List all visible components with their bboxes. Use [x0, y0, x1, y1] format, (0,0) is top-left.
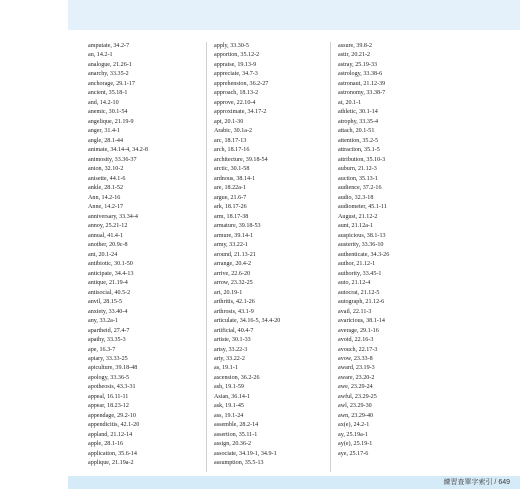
index-entry: antique, 21.19-4: [88, 280, 128, 287]
index-entry: approach, 18.13-2: [214, 90, 259, 97]
index-entry: argue, 21.6-7: [214, 194, 247, 201]
index-entry: ay(e), 25.19-1: [338, 441, 373, 448]
column-divider: [330, 42, 331, 472]
index-entry: anticipate, 34.4-13: [88, 270, 134, 277]
index-entry: ark, 18.17-26: [214, 204, 247, 211]
index-entry: avail, 22.11-3: [338, 308, 372, 315]
index-entry: approximate, 34.17-2: [214, 109, 267, 116]
index-entry: arrange, 20.4-2: [214, 261, 252, 268]
index-entry: anniversary, 33.34-4: [88, 213, 138, 220]
index-entry: authority, 33.45-1: [338, 270, 382, 277]
column-divider: [206, 42, 207, 472]
index-entry: apt, 20.1-30: [214, 118, 244, 125]
index-entry: aware, 23.20-2: [338, 374, 375, 381]
index-entry: anemic, 30.1-54: [88, 109, 128, 116]
index-entry: auspicious, 38.1-13: [338, 232, 386, 239]
index-entry: arc, 18.17-13: [214, 137, 247, 144]
index-entry: Anne, 14.2-17: [88, 204, 124, 211]
index-entry: ardnous, 38.14-1: [214, 175, 256, 182]
index-entry: assertion, 35.11-1: [214, 431, 258, 438]
index-entry: around, 21.13-21: [214, 251, 256, 258]
index-entry: animate, 34.14-4, 34.2-8: [88, 147, 148, 154]
index-entry: artiste, 30.1-33: [214, 337, 251, 344]
index-entry: appreciate, 34.7-3: [214, 71, 258, 78]
index-entry: awful, 23.29-25: [338, 393, 377, 400]
index-entry: amputate, 34.2-7: [88, 43, 130, 49]
index-entry: ant, 20.1-24: [88, 251, 118, 258]
index-entry: astray, 25.19-33: [338, 61, 378, 68]
index-entry: anion, 32.10-2: [88, 166, 124, 173]
index-entry: attach, 20.1-51: [338, 128, 375, 135]
index-entry: aunt, 21.12a-1: [338, 223, 374, 230]
index-entry: apotheosis, 43.3-31: [88, 384, 136, 391]
index-entry: annoy, 25.21-12: [88, 223, 128, 230]
index-entry: astronomy, 33.38-7: [338, 90, 386, 97]
index-entry: Asian, 36.14-1: [214, 393, 251, 400]
index-entry: audience, 37.2-16: [338, 185, 382, 192]
index-entry: anchorage, 29.1-17: [88, 80, 135, 87]
index-entry: astronaut, 21.12-39: [338, 80, 386, 87]
index-entry: arrive, 22.6-20: [214, 270, 251, 277]
index-entry: awl, 23.29-30: [338, 403, 372, 410]
index-entry: annual, 41.4-1: [88, 232, 124, 239]
index-entry: anisette, 44.1-6: [88, 175, 126, 182]
index-entry: aye, 25.17-6: [338, 450, 369, 457]
index-page: [88, 42, 444, 472]
index-entry: art, 20.19-1: [214, 289, 243, 296]
index-entry: atrophy, 33.35-4: [338, 118, 379, 125]
index-entry: apportion, 35.12-2: [214, 52, 260, 59]
index-entry: arrow, 23.32-25: [214, 280, 253, 287]
index-entry: Arabic, 30.1a-2: [214, 128, 253, 135]
index-entry: attraction, 35.1-5: [338, 147, 380, 154]
index-entry: average, 29.1-16: [338, 327, 379, 334]
index-entry: apiculture, 39.18-48: [88, 365, 138, 372]
index-entry: army, 33.22-1: [214, 242, 248, 249]
index-entry: any, 33.2a-1: [88, 318, 118, 325]
index-entry: Ann, 14.2-16: [88, 194, 121, 201]
index-entry: analogue, 21.26-1: [88, 61, 132, 68]
index-entry: associate, 34.19-1, 34.9-1: [214, 450, 277, 457]
index-entry: assure, 39.8-2: [338, 43, 373, 49]
index-entry: ask, 19.1-45: [214, 403, 244, 410]
index-entry: antisocial, 40.5-2: [88, 289, 131, 296]
index-entry: ax(e), 24.2-1: [338, 422, 370, 429]
index-entry: arm, 18.17-38: [214, 213, 249, 220]
index-entry: avow, 23.33-8: [338, 355, 373, 362]
index-entry: autocrat, 21.12-5: [338, 289, 380, 296]
page-footer-label: 練習查單字索引 / 649: [443, 479, 510, 486]
index-entry: arthritis, 42.1-26: [214, 299, 255, 306]
index-entry: articulate, 34.16-5, 34.4-20: [214, 318, 281, 325]
index-entry: approve, 22.10-4: [214, 99, 256, 106]
index-entry: arctic, 30.1-58: [214, 166, 250, 173]
index-entry: appendage, 29.2-10: [88, 412, 136, 419]
index-entry: August, 21.12-2: [338, 213, 378, 220]
index-entry: anxiety, 33.40-4: [88, 308, 128, 315]
index-entry: an, 14.2-1: [88, 52, 113, 59]
index-entry: arthrosis, 43.1-9: [214, 308, 254, 315]
index-entry: apprehension, 36.2-27: [214, 80, 269, 87]
index-entry: ankle, 28.1-52: [88, 185, 124, 192]
index-entry: antibiotic, 30.1-50: [88, 261, 133, 268]
index-entry: apathy, 33.35-3: [88, 337, 126, 344]
index-entry: astrology, 33.38-6: [338, 71, 383, 78]
index-entry: auction, 35.13-1: [338, 175, 378, 182]
index-entry: ay, 25.19a-1: [338, 431, 368, 438]
index-entry: angelique, 21.19-9: [88, 118, 134, 125]
index-entry: audiometer, 45.1-11: [338, 204, 387, 211]
index-entry: appland, 21.12-14: [88, 431, 133, 438]
index-entry: application, 35.6-14: [88, 450, 137, 457]
index-entry: autograph, 21.12-6: [338, 299, 385, 306]
index-entry: award, 23.19-3: [338, 365, 375, 372]
index-entry: appear, 18.23-12: [88, 403, 129, 410]
index-entry: arty, 33.22-2: [214, 355, 245, 362]
index-entry: apple, 28.1-16: [88, 441, 124, 448]
index-entry: assumption, 35.5-13: [214, 460, 264, 467]
index-entry: appeal, 16.11-11: [88, 393, 129, 400]
index-entry: audio, 32.3-18: [338, 194, 374, 201]
index-entry: avoid, 22.16-3: [338, 337, 374, 344]
index-entry: as, 19.1-1: [214, 365, 238, 372]
index-entry: apiary, 33.33-25: [88, 355, 128, 362]
index-column-2: [214, 42, 322, 472]
index-entry: ass, 19.1-24: [214, 412, 244, 419]
footer-band: [68, 476, 520, 489]
index-entry: architecture, 39.18-54: [214, 156, 268, 163]
index-entry: armure, 39.14-1: [214, 232, 254, 239]
index-entry: authenticate, 34.3-26: [338, 251, 390, 258]
index-entry: auburn, 21.12-3: [338, 166, 377, 173]
index-entry: author, 21.12-1: [338, 261, 376, 268]
index-entry: another, 20.9c-8: [88, 242, 128, 249]
header-band: [68, 0, 520, 30]
index-entry: applique, 21.19a-2: [88, 460, 134, 467]
index-entry: armature, 39.18-53: [214, 223, 261, 230]
index-entry: at, 20.1-1: [338, 99, 362, 106]
index-entry: apply, 33.30-5: [214, 43, 249, 49]
index-entry: athletic, 30.1-14: [338, 109, 378, 116]
index-entry: awn, 23.29-40: [338, 412, 374, 419]
index-entry: anarchy, 33.35-2: [88, 71, 129, 78]
index-entry: anvil, 28.15-5: [88, 299, 123, 306]
index-entry: angle, 28.1-44: [88, 137, 124, 144]
index-entry: appraise, 19.13-9: [214, 61, 257, 68]
index-entry: ascension, 36.2-26: [214, 374, 260, 381]
index-entry: ash, 19.1-59: [214, 384, 244, 391]
index-entry: auto, 21.12-4: [338, 280, 371, 287]
index-entry: apartheid, 27.4-7: [88, 327, 130, 334]
index-entry: attribution, 35.10-3: [338, 156, 386, 163]
index-column-3: [338, 42, 446, 472]
index-entry: animosity, 33.36-37: [88, 156, 137, 163]
index-entry: arch, 18.17-16: [214, 147, 250, 154]
index-entry: awe, 23.29-24: [338, 384, 373, 391]
index-entry: apology, 33.36-5: [88, 374, 130, 381]
index-entry: anger, 31.4-1: [88, 128, 121, 135]
index-entry: and, 14.2-10: [88, 99, 119, 106]
index-entry: appendicitis, 42.1-20: [88, 422, 140, 429]
index-entry: avouch, 22.17-3: [338, 346, 378, 353]
index-entry: astir, 20.21-2: [338, 52, 371, 59]
index-entry: austerity, 33.36-10: [338, 242, 384, 249]
index-entry: avaricious, 38.1-14: [338, 318, 385, 325]
index-entry: ape, 16.3-7: [88, 346, 116, 353]
index-entry: are, 18.22a-1: [214, 185, 246, 192]
index-entry: ancient, 35.18-1: [88, 90, 128, 97]
index-entry: attention, 35.2-5: [338, 137, 379, 144]
index-entry: assemble, 28.2-14: [214, 422, 259, 429]
index-entry: assign, 20.36-2: [214, 441, 252, 448]
index-column-1: [88, 42, 196, 472]
index-entry: artificial, 40.4-7: [214, 327, 254, 334]
index-entry: artsy, 33.22-3: [214, 346, 248, 353]
